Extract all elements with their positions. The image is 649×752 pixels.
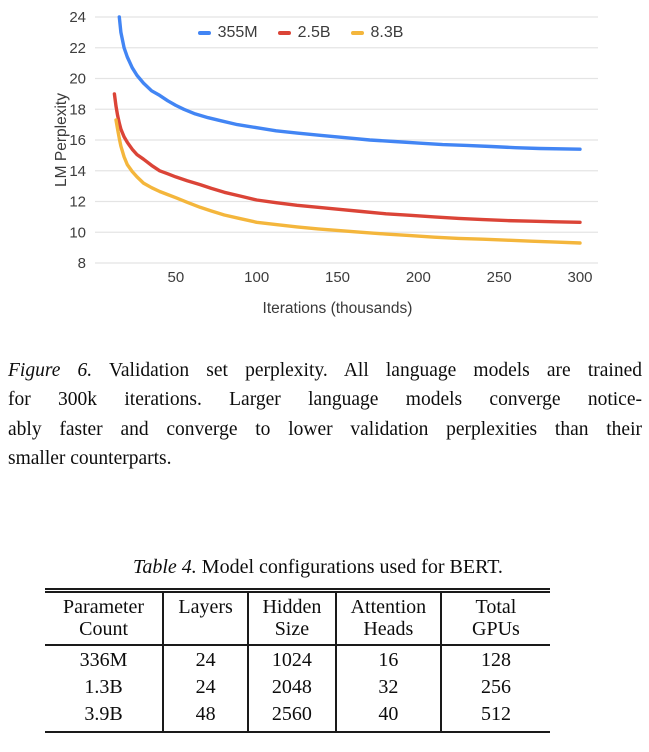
legend-label-8-3b: 8.3B [370, 24, 404, 41]
svg-text:150: 150 [324, 269, 351, 286]
caption-line-text: Validation set perplexity. All language models are trained [108, 360, 642, 381]
legend-label-355m: 355M [217, 24, 258, 41]
svg-text:22: 22 [69, 39, 86, 57]
legend-item-8-3b [351, 24, 404, 42]
cell: 32 [336, 674, 441, 701]
y-axis-title: LM Perplexity [53, 93, 70, 187]
svg-text:50: 50 [167, 269, 185, 286]
svg-text:100: 100 [244, 269, 270, 286]
caption-line: ably faster and converge to lower validation perplexities than their [8, 418, 642, 440]
table-row [45, 701, 550, 732]
svg-text:12: 12 [69, 193, 86, 211]
cell: 336M [79, 649, 128, 671]
header-cell-hidden-size: Hidden Size [248, 591, 336, 646]
cell: 16 [336, 645, 441, 674]
header-cell-parameter-count: Parameter Count [45, 591, 163, 646]
svg-text:20: 20 [69, 70, 86, 88]
cell: 24 [163, 645, 248, 674]
chart-canvas [0, 0, 649, 335]
cell: 2560 [248, 701, 336, 732]
table-label: Table 4. [133, 556, 197, 578]
svg-text:300: 300 [567, 269, 593, 286]
svg-text:250: 250 [486, 269, 512, 286]
header-cell-attention-heads: Attention Heads [336, 591, 441, 646]
cell: 40 [336, 701, 441, 732]
legend-item-2-5b [278, 24, 331, 42]
svg-text:200: 200 [405, 269, 431, 286]
legend-label-2-5b: 2.5B [297, 24, 331, 41]
cell: 24 [163, 674, 248, 701]
cell: 3.9B [84, 703, 123, 725]
legend-swatch-8-3b-icon [351, 31, 364, 35]
table-row [45, 674, 550, 701]
cell: 512 [441, 701, 550, 732]
cell: 128 [441, 645, 550, 674]
cell: 48 [163, 701, 248, 732]
figure-caption [8, 356, 642, 473]
svg-text:16: 16 [69, 132, 86, 149]
header-cell-layers: Layers [163, 591, 248, 646]
x-axis-title: Iterations (thousands) [262, 300, 413, 317]
perplexity-chart [0, 0, 649, 335]
caption-line: for 300k iterations. Larger language models converge notice- [8, 389, 642, 411]
table-title [0, 556, 636, 579]
caption-line [8, 356, 642, 385]
cell: 1024 [248, 645, 336, 674]
svg-text:8: 8 [77, 255, 86, 272]
table-row [45, 645, 550, 674]
cell: 2048 [248, 674, 336, 701]
table-title-text: Model configurations used for BERT. [201, 556, 503, 578]
figure-label: Figure 6. [8, 360, 93, 381]
cell: 1.3B [84, 676, 123, 698]
bert-config-table [45, 588, 550, 733]
legend-swatch-2-5b-icon [278, 31, 291, 35]
legend-swatch-355m-icon [198, 31, 211, 35]
svg-text:14: 14 [69, 162, 86, 180]
cell: 256 [441, 674, 550, 701]
table-header-row [45, 591, 550, 646]
header-cell-total-gpus: Total GPUs [441, 591, 550, 646]
legend-item-355m [198, 24, 258, 42]
svg-text:10: 10 [69, 224, 86, 242]
chart-legend [58, 23, 543, 43]
svg-text:24: 24 [69, 9, 86, 26]
svg-text:18: 18 [69, 101, 86, 119]
caption-line: smaller counterparts. [8, 447, 172, 469]
